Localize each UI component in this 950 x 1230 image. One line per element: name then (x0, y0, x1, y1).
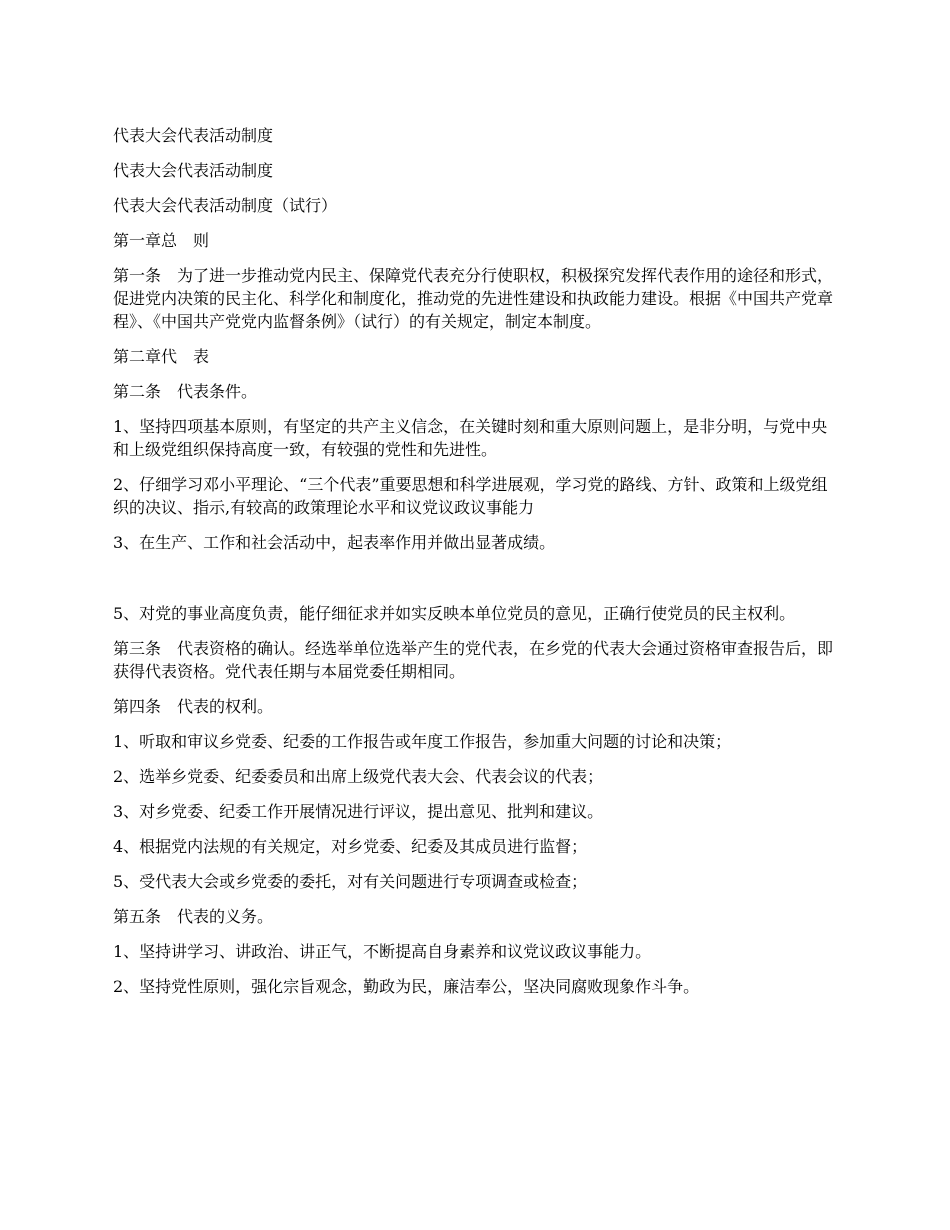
chapter-heading: 第二章代 表 (113, 347, 210, 366)
list-item: 5、对党的事业高度负责，能仔细征求并如实反映本单位党员的意见，正确行使党员的民主权利。 (113, 604, 796, 623)
list-item: 4、根据党内法规的有关规定，对乡党委、纪委及其成员进行监督； (113, 837, 588, 856)
list-item: 1、坚持四项基本原则，有坚定的共产主义信念，在关键时刻和重大原则问题上，是非分明，与党中央和上级党组织保持高度一致，有较强的党性和先进性。 (113, 417, 828, 459)
document-page (113, 124, 840, 1010)
article-paragraph: 第一条 为了进一步推动党内民主、保障党代表充分行使职权，积极探究发挥代表作用的途径和形式，促进党内决策的民主化、科学化和制度化，推动党的先进性建设和执政能力建设。根据《中国共产党章程》、《中国共产党党内监督条例》（试行）的有关规定，制定本制度。 (113, 266, 834, 331)
list-item: 2、坚持党性原则，强化宗旨观念，勤政为民，廉洁奉公，坚决同腐败现象作斗争。 (113, 977, 700, 996)
article-heading: 第二条 代表条件。 (113, 382, 258, 401)
article-heading: 第五条 代表的义务。 (113, 907, 274, 926)
list-item: 2、选举乡党委、纪委委员和出席上级党代表大会、代表会议的代表； (113, 767, 604, 786)
list-item: 3、对乡党委、纪委工作开展情况进行评议，提出意见、批判和建议。 (113, 802, 604, 821)
doc-subtitle: 代表大会代表活动制度（试行） (113, 196, 338, 215)
article-paragraph: 第三条 代表资格的确认。经选举单位选举产生的党代表，在乡党的代表大会通过资格审查报告后，即获得代表资格。党代表任期与本届党委任期相同。 (113, 639, 834, 681)
article-heading: 第四条 代表的权利。 (113, 697, 274, 716)
chapter-heading: 第一章总 则 (113, 231, 210, 250)
list-item: 1、坚持讲学习、讲政治、讲正气，不断提高自身素养和议党议政议事能力。 (113, 942, 652, 961)
list-item: 3、在生产、工作和社会活动中，起表率作用并做出显著成绩。 (113, 533, 556, 552)
doc-title: 代表大会代表活动制度 (113, 126, 274, 145)
doc-title-repeat: 代表大会代表活动制度 (113, 161, 274, 180)
list-item: 1、听取和审议乡党委、纪委的工作报告或年度工作报告，参加重大问题的讨论和决策； (113, 732, 732, 751)
list-item: 2、仔细学习邓小平理论、“三个代表”重要思想和科学进展观，学习党的路线、方针、政策和上级党组织的决议、指示,有较高的政策理论水平和议党议政议事能力 (113, 475, 828, 517)
list-item: 5、受代表大会或乡党委的委托，对有关问题进行专项调查或检查； (113, 872, 588, 891)
